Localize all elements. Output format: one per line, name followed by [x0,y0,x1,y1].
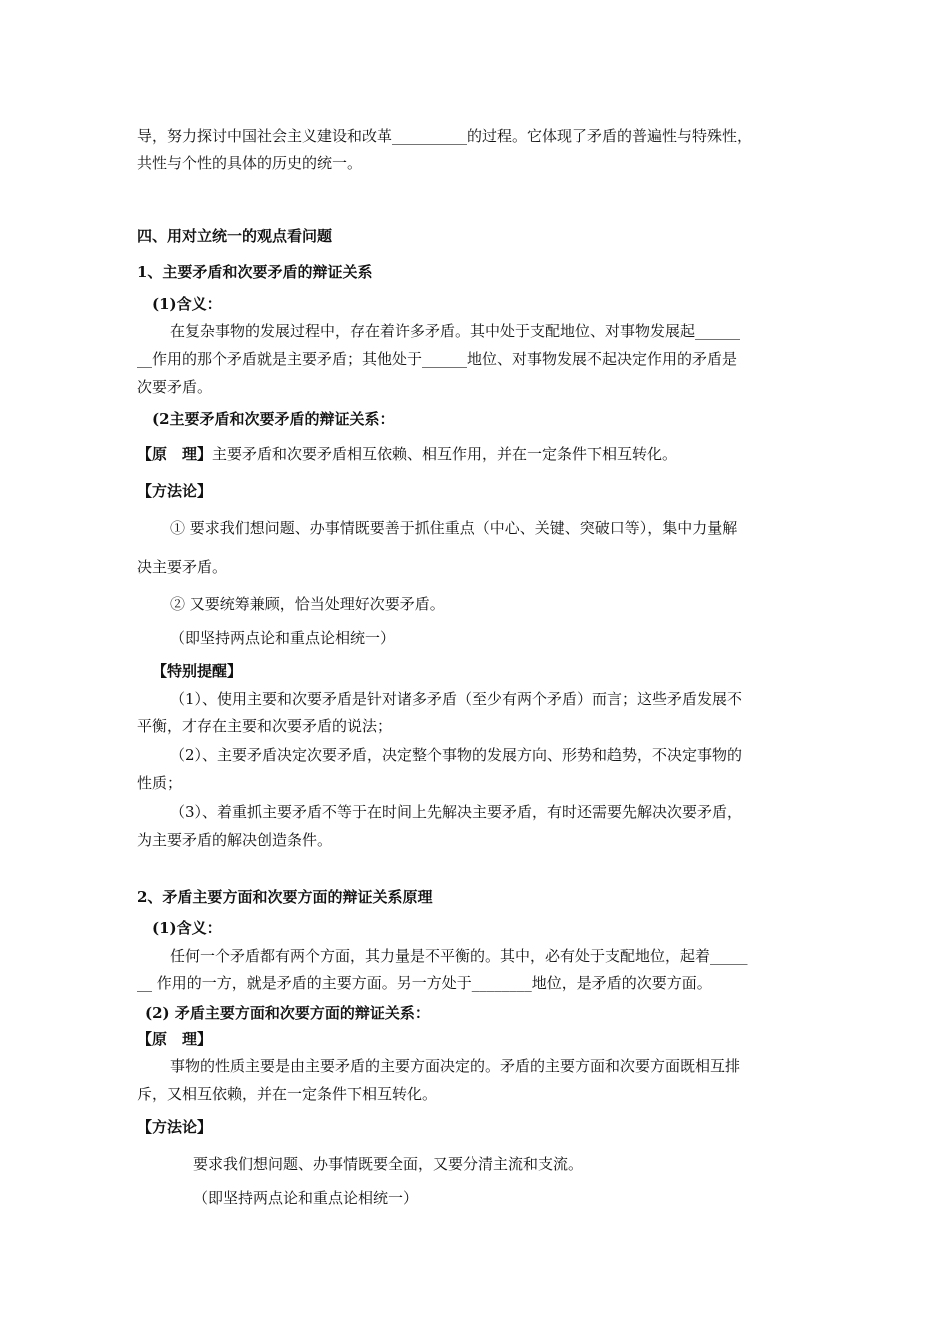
principle-text-1: 主要矛盾和次要矛盾相互依赖、相互作用，并在一定条件下相互转化。 [212,445,678,463]
meaning-2-line-1: 任何一个矛盾都有两个方面，其力量是不平衡的。其中，必有处于支配地位，起着_____ [170,947,748,965]
meaning-label-2: (1)含义： [152,919,222,937]
reminder-3-line-1: （3）、着重抓主要矛盾不等于在时间上先解决主要矛盾，有时还需要先解决次要矛盾， [170,803,743,821]
meaning-1-line-1: 在复杂事物的发展过程中，存在着许多矛盾。其中处于支配地位、对事物发展起______ [170,322,741,340]
reminder-2-line-2: 性质； [137,774,183,792]
principle-label-1: 【原 理】 [137,445,213,463]
relation-label-2: (2) 矛盾主要方面和次要方面的辩证关系： [145,1004,430,1022]
method-label-1: 【方法论】 [137,482,213,500]
method-2-text: 要求我们想问题、办事情既要全面，又要分清主流和支流。 [193,1155,584,1173]
method-label-2: 【方法论】 [137,1118,213,1136]
meaning-1-line-3: 次要矛盾。 [137,378,213,396]
principle-1 [137,444,677,464]
section-heading: 四、用对立统一的观点看问题 [137,227,333,245]
reminder-1-line-1: （1）、使用主要和次要矛盾是针对诸多矛盾（至少有两个矛盾）而言；这些矛盾发展不 [170,690,743,708]
meaning-label-1: (1)含义： [152,295,222,313]
method-note-2: （即坚持两点论和重点论相统一） [193,1189,419,1207]
meaning-2-line-2: __ 作用的一方，就是矛盾的主要方面。另一方处于________地位，是矛盾的次要方面。 [137,974,712,992]
intro-line-1: 导，努力探讨中国社会主义建设和改革__________的过程。它体现了矛盾的普遍性与特殊性， [137,127,753,145]
reminder-1-line-2: 平衡，才存在主要和次要矛盾的说法； [137,717,393,735]
intro-line-2: 共性与个性的具体的历史的统一。 [137,154,363,172]
method-note-1: （即坚持两点论和重点论相统一） [170,629,396,647]
subsection-1-heading: 1、主要矛盾和次要矛盾的辩证关系 [137,263,373,281]
reminder-label: 【特别提醒】 [152,662,243,680]
method-2-line: ② 又要统筹兼顾，恰当处理好次要矛盾。 [170,595,445,613]
principle-2-line-1: 事物的性质主要是由主要矛盾的主要方面决定的。矛盾的主要方面和次要方面既相互排 [170,1057,741,1075]
reminder-2-line-1: （2）、主要矛盾决定次要矛盾，决定整个事物的发展方向、形势和趋势，不决定事物的 [170,746,743,764]
principle-2-line-2: 斥，又相互依赖，并在一定条件下相互转化。 [137,1085,438,1103]
method-1-line-2: 决主要矛盾。 [137,558,228,576]
subsection-2-heading: 2、矛盾主要方面和次要方面的辩证关系原理 [137,888,433,906]
principle-label-2: 【原 理】 [137,1030,213,1048]
reminder-3-line-2: 为主要矛盾的解决创造条件。 [137,831,333,849]
relation-label-1: (2主要矛盾和次要矛盾的辩证关系： [152,410,395,428]
meaning-1-line-2: __作用的那个矛盾就是主要矛盾；其他处于______地位、对事物发展不起决定作用的矛盾是 [137,350,738,368]
method-1-line-1: ① 要求我们想问题、办事情既要善于抓住重点（中心、关键、突破口等），集中力量解 [170,519,738,537]
